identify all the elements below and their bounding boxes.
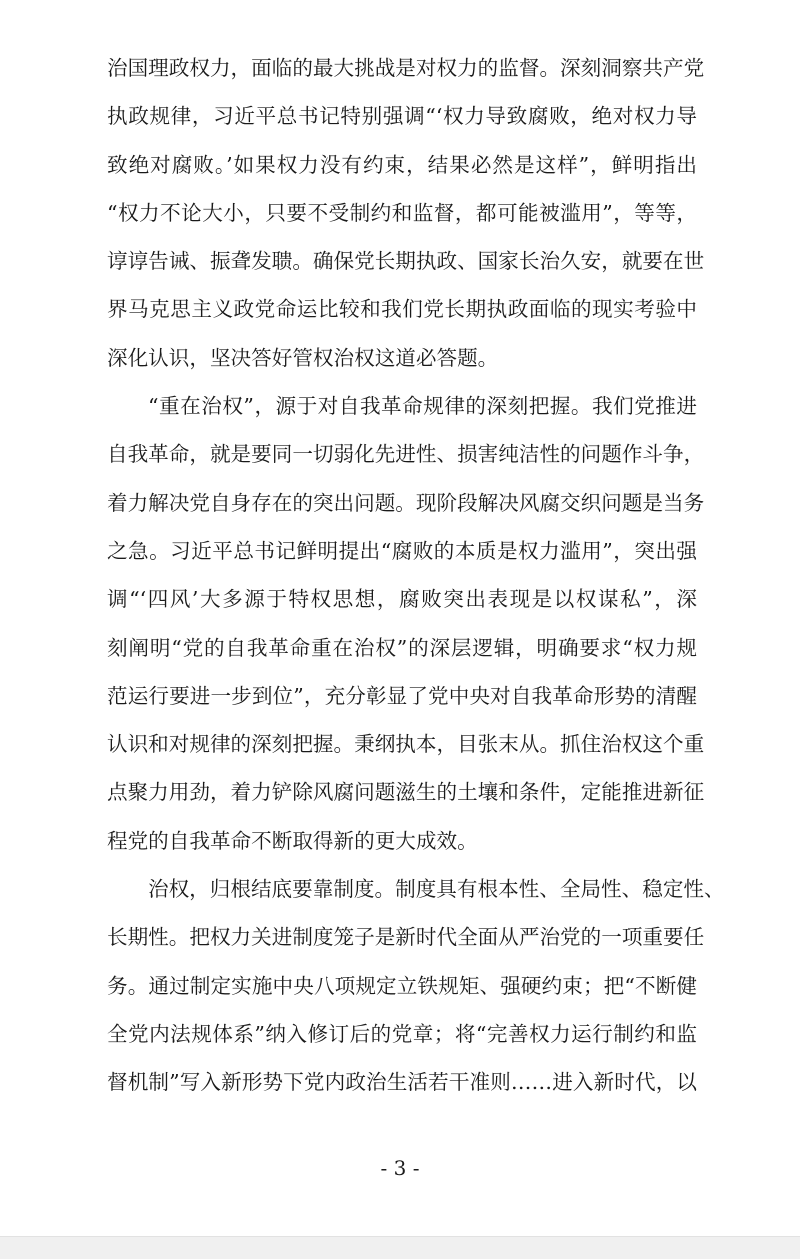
text-line: 点聚力用劲，着力铲除风腐问题滋生的土壤和条件，定能推进新征: [107, 780, 705, 805]
text-line: 全党内法规体系”纳入修订后的党章；将“完善权力运行制约和监: [107, 1021, 697, 1046]
text-line: 深化认识，坚决答好管权治权这道必答题。: [107, 345, 499, 370]
document-body: [107, 44, 725, 1107]
text-line: 界马克思主义政党命运比较和我们党长期执政面临的现实考验中: [107, 297, 697, 322]
text-line: 致绝对腐败。’如果权力没有约束，结果必然是这样”，鲜明指出: [107, 152, 697, 177]
text-line: 刻阐明“党的自我革命重在治权”的深层逻辑，明确要求“权力规: [107, 635, 697, 660]
text-line: 督机制”写入新形势下党内政治生活若干准则……进入新时代，以: [107, 1070, 697, 1095]
text-line: 治权，归根结底要靠制度。制度具有根本性、全局性、稳定性、: [148, 877, 725, 902]
text-line: “重在治权”，源于对自我革命规律的深刻把握。我们党推进: [148, 394, 697, 419]
text-line: 自我革命，就是要同一切弱化先进性、损害纯洁性的问题作斗争，: [107, 442, 705, 467]
text-line: 治国理政权力，面临的最大挑战是对权力的监督。深刻洞察共产党: [107, 56, 705, 80]
text-line: 认识和对规律的深刻把握。秉纲执本，目张末从。抓住治权这个重: [107, 732, 705, 757]
text-line: 程党的自我革命不断取得新的更大成效。: [107, 828, 478, 853]
text-line: 调“‘四风’大多源于特权思想，腐败突出表现是以权谋私”，深: [107, 587, 697, 612]
text-line: 长期性。把权力关进制度笼子是新时代全面从严治党的一项重要任: [107, 925, 705, 950]
text-line: 谆谆告诫、振聋发聩。确保党长期执政、国家长治久安，就要在世: [107, 249, 705, 274]
viewer-bottom-strip: [0, 1236, 800, 1259]
page-number: - 3 -: [380, 1156, 420, 1180]
text-line: 之急。习近平总书记鲜明提出“腐败的本质是权力滥用”，突出强: [107, 538, 697, 563]
text-line: 执政规律，习近平总书记特别强调“‘权力导致腐败，绝对权力导: [107, 104, 697, 129]
text-line: 着力解决党自身存在的突出问题。现阶段解决风腐交织问题是当务: [107, 490, 705, 515]
text-line: 务。通过制定实施中央八项规定立铁规矩、强硬约束；把“不断健: [107, 973, 697, 998]
text-line: 范运行要进一步到位”，充分彰显了党中央对自我革命形势的清醒: [107, 683, 697, 708]
text-line: “权力不论大小，只要不受制约和监督，都可能被滥用”，等等，: [107, 200, 697, 225]
